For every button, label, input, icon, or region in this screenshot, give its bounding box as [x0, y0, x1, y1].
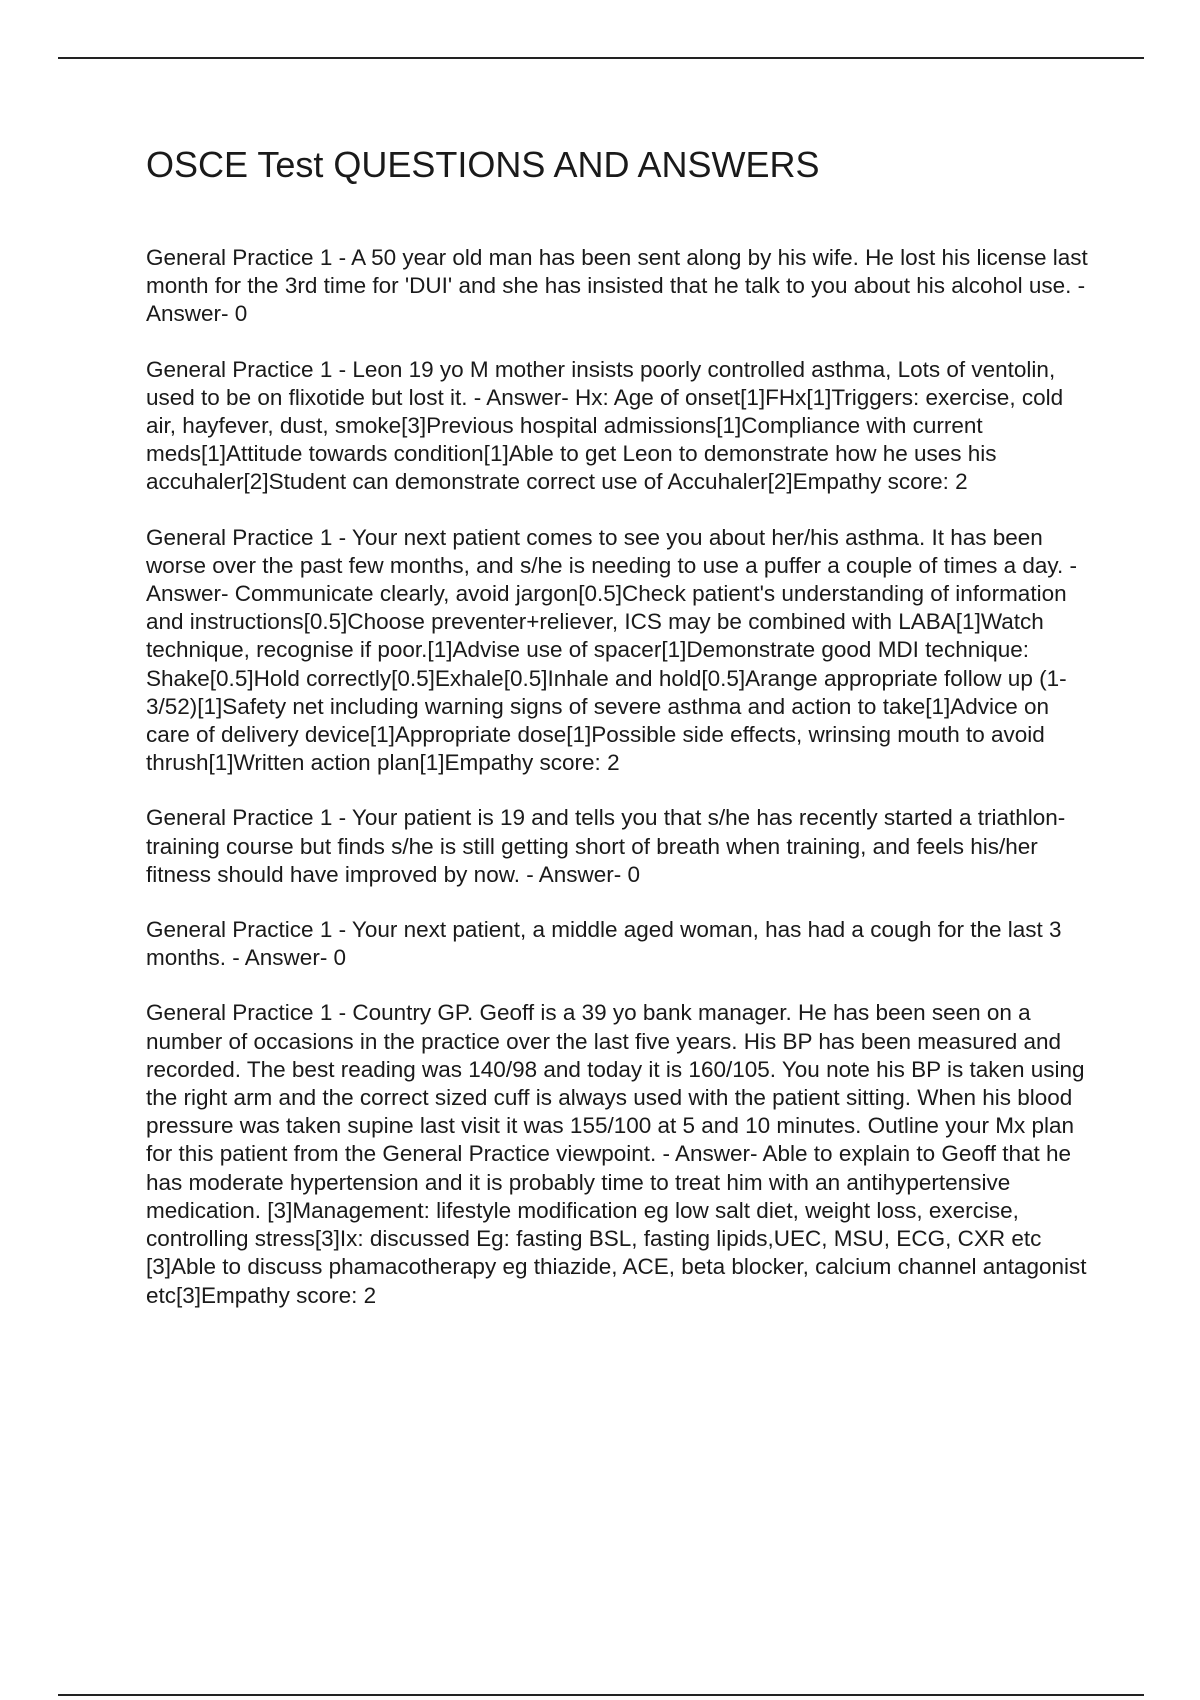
qa-item-1: General Practice 1 - A 50 year old man has been sent along by his wife. He lost his license last month for the 3rd time for 'DUI' and she has insisted that he talk to you about his alcohol use. - Answer- 0 [146, 245, 1088, 327]
qa-item-5: General Practice 1 - Your next patient, a middle aged woman, has had a cough for the last 3 months. - Answer- 0 [146, 917, 1062, 971]
document-body [146, 140, 1096, 1337]
qa-item-4: General Practice 1 - Your patient is 19 and tells you that s/he has recently started a triathlon-training course but finds s/he is still getting short of breath when training, and feels his/her fitness should have improved by now. - Answer- 0 [146, 805, 1066, 887]
qa-item-3: General Practice 1 - Your next patient comes to see you about her/his asthma. It has been worse over the past few months, and s/he is needing to use a puffer a couple of times a day. - Answer- Communicate clearly, avoid jargon[0.5]Check patient's understanding of information and instructions[0.5]Choose preventer+reliever, ICS may be combined with LABA[1]Watch technique, recognise if poor.[1]Advise use of spacer[1]Demonstrate good MDI technique: Shake[0.5]Hold correctly[0.5]Exhale[0.5]Inhale and hold[0.5]Arange appropriate follow up (1-3/52)[1]Safety net including warning signs of severe asthma and action to take[1]Advice on care of delivery device[1]Appropriate dose[1]Possible side effects, wrinsing mouth to avoid thrush[1]Written action plan[1]Empathy score: 2 [146, 524, 1077, 776]
top-rule [58, 57, 1144, 59]
bottom-rule [58, 1694, 1144, 1696]
qa-item-6: General Practice 1 - Country GP. Geoff is a 39 yo bank manager. He has been seen on a number of occasions in the practice over the last five years. His BP has been measured and recorded. The best reading was 140/98 and today it is 160/105. You note his BP is taken using the right arm and the correct sized cuff is always used with the patient sitting. When his blood pressure was taken supine last visit it was 155/100 at 5 and 10 minutes. Outline your Mx plan for this patient from the General Practice viewpoint. - Answer- Able to explain to Geoff that he has moderate hypertension and it is probably time to treat him with an antihypertensive medication. [3]Management: lifestyle modification eg low salt diet, weight loss, exercise, controlling stress[3]Ix: discussed Eg: fasting BSL, fasting lipids,UEC, MSU, ECG, CXR etc [3]Able to discuss phamacotherapy eg thiazide, ACE, beta blocker, calcium channel antagonist etc[3]Empathy score: 2 [146, 1000, 1087, 1308]
document-title: OSCE Test QUESTIONS AND ANSWERS [146, 144, 820, 185]
qa-item-2: General Practice 1 - Leon 19 yo M mother insists poorly controlled asthma, Lots of ventolin, used to be on flixotide but lost it. - Answer- Hx: Age of onset[1]FHx[1]Triggers: exercise, cold air, hayfever, dust, smoke[3]Previous hospital admissions[1]Compliance with current meds[1]Attitude towards condition[1]Able to get Leon to demonstrate how he uses his accuhaler[2]Student can demonstrate correct use of Accuhaler[2]Empathy score: 2 [146, 356, 1064, 495]
